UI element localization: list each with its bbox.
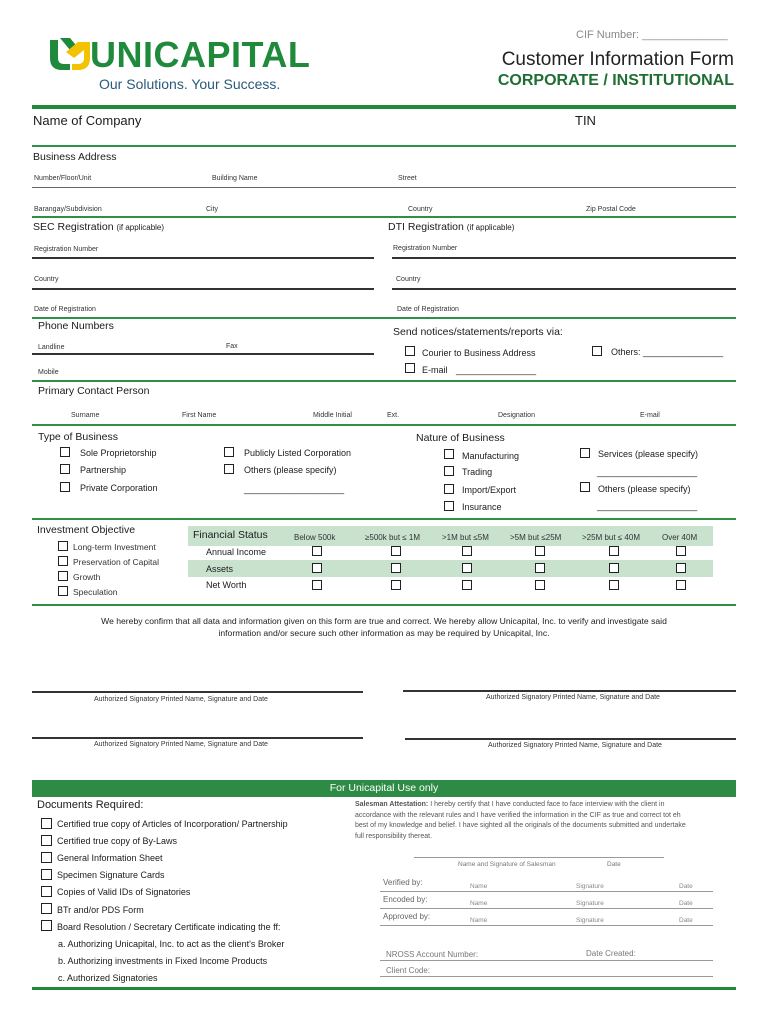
- client-code-label: Client Code:: [386, 966, 431, 975]
- verified-by-label: Verified by:: [383, 878, 423, 887]
- brand-tagline: Our Solutions. Your Success.: [99, 76, 281, 92]
- financial-divider: [32, 604, 736, 606]
- verified-name: Name: [470, 883, 488, 890]
- form-title: Customer Information Form: [501, 49, 734, 70]
- footer-divider: [32, 987, 736, 990]
- address-building-label: Building Name: [212, 175, 258, 182]
- publicly-listed-label: Publicly Listed Corporation: [244, 448, 352, 458]
- salesman-signature-label: Name and Signature of Salesman: [458, 861, 556, 868]
- fin-checkbox[interactable]: [462, 546, 472, 556]
- partnership-label: Partnership: [80, 465, 127, 475]
- notices-title: Send notices/statements/reports via:: [393, 326, 563, 338]
- address-unit-label: Number/Floor/Unit: [34, 175, 92, 182]
- doc-articles-label: Certified true copy of Articles of Incorporation/ Partnership: [57, 819, 288, 829]
- approved-name: Name: [470, 917, 488, 924]
- fin-checkbox[interactable]: [312, 546, 322, 556]
- contact-ext-label: Ext.: [387, 412, 400, 419]
- salesman-signature-line[interactable]: [414, 857, 664, 858]
- manufacturing-checkbox[interactable]: [444, 449, 454, 459]
- contact-email-label: E-mail: [640, 412, 660, 419]
- address-barangay-label: Barangay/Subdivision: [34, 206, 102, 213]
- date-created-label: Date Created:: [586, 949, 636, 958]
- sec-date-label: Date of Registration: [34, 306, 96, 313]
- dti-country-label: Country: [396, 276, 421, 283]
- approved-line[interactable]: [380, 925, 713, 926]
- fin-checkbox[interactable]: [312, 563, 322, 573]
- documents-required-title: Documents Required:: [37, 799, 144, 811]
- encoded-by-label: Encoded by:: [383, 895, 428, 904]
- approved-signature: Signature: [576, 917, 604, 924]
- growth-label: Growth: [73, 572, 101, 582]
- doc-btr-label: BTr and/or PDS Form: [57, 905, 144, 915]
- partnership-checkbox[interactable]: [60, 464, 70, 474]
- fin-col-1m-5m: >1M but ≤5M: [442, 533, 489, 542]
- doc-ids-checkbox[interactable]: [41, 886, 52, 897]
- landline-label: Landline: [38, 344, 65, 351]
- salesman-date-label: Date: [607, 861, 621, 868]
- encoded-date: Date: [679, 900, 693, 907]
- signature-line-bottom-left[interactable]: [32, 737, 363, 739]
- header-divider: [32, 105, 736, 109]
- doc-gis-checkbox[interactable]: [41, 852, 52, 863]
- dti-date-label: Date of Registration: [397, 306, 459, 313]
- dti-line-1: [392, 257, 736, 259]
- fin-checkbox[interactable]: [676, 563, 686, 573]
- fin-col-25m-40m: >25M but ≤ 40M: [582, 533, 640, 542]
- speculation-checkbox[interactable]: [58, 586, 68, 596]
- address-line-2: [32, 216, 736, 218]
- others-business-label: Others (please specify): [244, 465, 337, 475]
- approved-date: Date: [679, 917, 693, 924]
- fin-checkbox[interactable]: [676, 546, 686, 556]
- doc-sub-b: b. Authorizing investments in Fixed Income Products: [58, 956, 268, 966]
- address-city-label: City: [206, 206, 219, 213]
- fin-checkbox[interactable]: [676, 580, 686, 590]
- address-zip-label: Zip Postal Code: [586, 206, 636, 213]
- signature-line-top-right[interactable]: [403, 690, 736, 692]
- signature-label-top-right: Authorized Signatory Printed Name, Signature and Date: [486, 694, 660, 701]
- doc-sub-c: c. Authorized Signatories: [58, 973, 158, 983]
- doc-bylaws-label: Certified true copy of By-Laws: [57, 836, 178, 846]
- net-worth-label: Net Worth: [206, 580, 247, 590]
- company-name-label: Name of Company: [33, 113, 142, 128]
- fin-checkbox[interactable]: [462, 563, 472, 573]
- contact-designation-label: Designation: [498, 412, 535, 419]
- fax-label: Fax: [226, 343, 238, 350]
- others-nature-checkbox[interactable]: [580, 482, 590, 492]
- address-street-label: Street: [398, 175, 417, 182]
- fin-col-5m-25m: >5M but ≤25M: [510, 533, 562, 542]
- sec-line-3: [32, 317, 736, 319]
- doc-specimen-label: Specimen Signature Cards: [57, 870, 165, 880]
- fin-checkbox[interactable]: [391, 580, 401, 590]
- email-notice-label: E-mail ________________: [422, 365, 537, 375]
- sec-country-label: Country: [34, 276, 59, 283]
- fin-checkbox[interactable]: [462, 580, 472, 590]
- contact-middle-label: Middle Initial: [313, 412, 352, 419]
- tin-label: TIN: [575, 113, 596, 128]
- preservation-label: Preservation of Capital: [73, 557, 159, 567]
- confirmation-text: We hereby confirm that all data and information given on this form are true and correct. We hereby allow Unicapital, Inc. to verify and investigate said information and/or secure such other information as may be required by Unicapital, Inc.: [101, 616, 667, 638]
- business-type-title: Type of Business: [38, 431, 118, 443]
- others-notice-checkbox[interactable]: [592, 346, 602, 356]
- verified-line[interactable]: [380, 891, 713, 892]
- approved-by-label: Approved by:: [383, 912, 431, 921]
- nross-line[interactable]: [380, 960, 713, 961]
- salesman-attestation: Salesman Attestation: I hereby certify that I have conducted face to face interview with the client in accordance with the relevant rules and I have verified the information in the CIF as true and correct tot eh best of my knowledge and belief. I have sighted all the originals of the documents submitted and undertake full responsibility thereat.: [355, 801, 686, 840]
- others-business-blank: ____________________: [244, 484, 345, 494]
- unicapital-logo-icon: [48, 36, 92, 72]
- courier-label: Courier to Business Address: [422, 348, 536, 358]
- insurance-checkbox[interactable]: [444, 501, 454, 511]
- import-export-label: Import/Export: [462, 485, 517, 495]
- nature-business-title: Nature of Business: [416, 432, 505, 444]
- financial-status-title: Financial Status: [193, 529, 268, 541]
- long-term-checkbox[interactable]: [58, 541, 68, 551]
- doc-gis-label: General Information Sheet: [57, 853, 163, 863]
- encoded-line[interactable]: [380, 908, 713, 909]
- sec-line-2: [32, 288, 374, 290]
- signature-line-bottom-right[interactable]: [405, 738, 736, 740]
- others-business-checkbox[interactable]: [224, 464, 234, 474]
- services-checkbox[interactable]: [580, 448, 590, 458]
- insurance-label: Insurance: [462, 502, 502, 512]
- annual-income-label: Annual Income: [206, 547, 267, 557]
- others-nature-blank: ____________________: [597, 501, 698, 511]
- client-code-line[interactable]: [380, 976, 713, 977]
- doc-btr-checkbox[interactable]: [41, 903, 52, 914]
- business-divider: [32, 518, 736, 520]
- trading-checkbox[interactable]: [444, 466, 454, 476]
- courier-checkbox[interactable]: [405, 346, 415, 356]
- sole-proprietorship-label: Sole Proprietorship: [80, 448, 157, 458]
- publicly-listed-checkbox[interactable]: [224, 447, 234, 457]
- investment-objective-title: Investment Objective: [37, 524, 136, 536]
- signature-label-bottom-right: Authorized Signatory Printed Name, Signature and Date: [488, 742, 662, 749]
- others-notice-label: Others: ________________: [611, 347, 724, 357]
- contact-firstname-label: First Name: [182, 412, 217, 419]
- fin-checkbox[interactable]: [609, 546, 619, 556]
- assets-label: Assets: [206, 564, 234, 574]
- fin-checkbox[interactable]: [535, 563, 545, 573]
- address-country-label: Country: [408, 206, 433, 213]
- office-use-title: For Unicapital Use only: [329, 782, 439, 794]
- growth-checkbox[interactable]: [58, 571, 68, 581]
- signature-line-top-left[interactable]: [32, 691, 363, 693]
- doc-specimen-checkbox[interactable]: [41, 869, 52, 880]
- form-subtitle: CORPORATE / INSTITUTIONAL: [497, 72, 734, 89]
- nross-account-label: NROSS Account Number:: [386, 950, 479, 959]
- manufacturing-label: Manufacturing: [462, 451, 520, 461]
- private-corporation-label: Private Corporation: [80, 483, 158, 493]
- fin-checkbox[interactable]: [609, 580, 619, 590]
- company-line: [32, 145, 736, 147]
- fin-checkbox[interactable]: [609, 563, 619, 573]
- fin-col-below-500k: Below 500k: [294, 533, 336, 542]
- services-label: Services (please specify): [598, 449, 699, 459]
- doc-board-label: Board Resolution / Secretary Certificate indicating the ff:: [57, 922, 281, 932]
- brand-name: UNICAPITAL: [90, 34, 311, 75]
- mobile-label: Mobile: [38, 369, 59, 376]
- signature-label-bottom-left: Authorized Signatory Printed Name, Signature and Date: [94, 741, 268, 748]
- fin-col-over-40m: Over 40M: [662, 533, 698, 542]
- trading-label: Trading: [462, 467, 493, 477]
- dti-registration-title: DTI Registration (if applicable): [388, 221, 515, 233]
- verified-signature: Signature: [576, 883, 604, 890]
- contact-surname-label: Surname: [71, 412, 100, 419]
- private-corporation-checkbox[interactable]: [60, 482, 70, 492]
- primary-contact-title: Primary Contact Person: [38, 385, 150, 397]
- fin-checkbox[interactable]: [391, 563, 401, 573]
- fin-checkbox[interactable]: [535, 580, 545, 590]
- dti-line-2: [392, 288, 736, 290]
- signature-label-top-left: Authorized Signatory Printed Name, Signature and Date: [94, 696, 268, 703]
- fin-checkbox[interactable]: [312, 580, 322, 590]
- verified-date: Date: [679, 883, 693, 890]
- business-address-title: Business Address: [33, 151, 117, 163]
- doc-articles-checkbox[interactable]: [41, 818, 52, 829]
- doc-board-checkbox[interactable]: [41, 920, 52, 931]
- cif-number: CIF Number: ______________: [576, 29, 728, 41]
- encoded-name: Name: [470, 900, 488, 907]
- others-nature-label: Others (please specify): [598, 484, 691, 494]
- speculation-label: Speculation: [73, 587, 118, 597]
- sole-proprietorship-checkbox[interactable]: [60, 447, 70, 457]
- sec-registration-title: SEC Registration (if applicable): [33, 221, 165, 233]
- contact-divider: [32, 424, 736, 426]
- phone-numbers-title: Phone Numbers: [38, 320, 114, 332]
- import-export-checkbox[interactable]: [444, 484, 454, 494]
- fin-checkbox[interactable]: [391, 546, 401, 556]
- doc-bylaws-checkbox[interactable]: [41, 835, 52, 846]
- phone-line-1: [32, 353, 374, 355]
- encoded-signature: Signature: [576, 900, 604, 907]
- services-blank: ____________________: [597, 467, 698, 477]
- fin-checkbox[interactable]: [535, 546, 545, 556]
- preservation-checkbox[interactable]: [58, 556, 68, 566]
- doc-ids-label: Copies of Valid IDs of Signatories: [57, 887, 191, 897]
- sec-reg-number-label: Registration Number: [34, 246, 99, 253]
- email-notice-checkbox[interactable]: [405, 363, 415, 373]
- fin-col-500k-1m: ≥500k but ≤ 1M: [365, 533, 421, 542]
- dti-reg-number-label: Registration Number: [393, 245, 458, 252]
- address-line-1: [32, 187, 736, 188]
- doc-sub-a: a. Authorizing Unicapital, Inc. to act as the client's Broker: [58, 939, 285, 949]
- phones-divider: [32, 380, 736, 382]
- sec-line-1: [32, 257, 374, 259]
- financial-assets-band: [188, 560, 713, 577]
- long-term-label: Long-term Investment: [73, 542, 156, 552]
